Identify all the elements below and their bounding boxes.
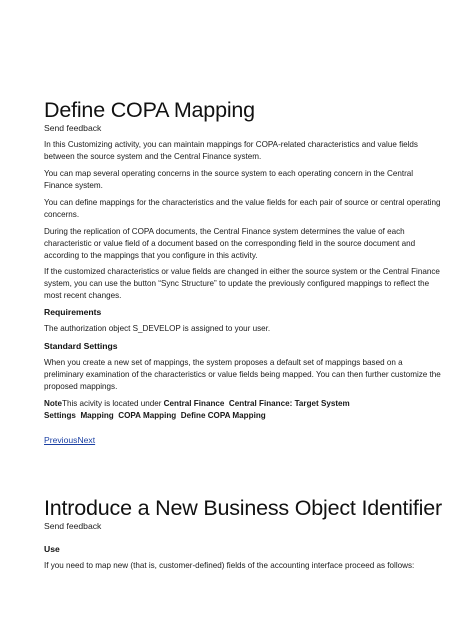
note-path-define-copa-mapping: Define COPA Mapping: [180, 411, 266, 420]
send-feedback-link-2[interactable]: Send feedback: [44, 521, 102, 531]
section-define-copa-mapping: [44, 98, 442, 134]
note-path-settings: Settings: [44, 411, 76, 420]
next-link[interactable]: Next: [77, 435, 96, 445]
note-path-copa-mapping: COPA Mapping: [118, 411, 177, 420]
note-path-mapping: Mapping: [80, 411, 114, 420]
use-text: If you need to map new (that is, customer-defined) fields of the accounting interface proceed as follows:: [44, 561, 415, 570]
section-title: Define COPA Mapping: [44, 98, 255, 122]
pagination-nav: [44, 430, 442, 448]
note-text: This acivity is located under: [62, 399, 164, 408]
paragraph-5: If the customized characteristics or value fields are changed in either the source system or the Central Finance system, you can use the button “Sync Structure” to update the previously configured mappings to reflect the most recent changes.: [44, 267, 440, 300]
previous-link[interactable]: Previous: [44, 435, 78, 445]
standard-settings-heading: Standard Settings: [44, 341, 118, 351]
send-feedback-link[interactable]: Send feedback: [44, 123, 102, 133]
paragraph-2: You can map several operating concerns in the source system to each operating concern in the Central Finance system.: [44, 169, 414, 190]
paragraph-3: You can define mappings for the characteristics and the value fields for each pair of source or central operating concerns.: [44, 198, 441, 219]
section-introduce-business-object-identifier: [44, 496, 442, 532]
requirements-text: The authorization object S_DEVELOP is assigned to your user.: [44, 324, 271, 333]
note-label: Note: [44, 399, 62, 408]
standard-settings-text: When you create a new set of mappings, the system proposes a default set of mappings based on a preliminary examination of the characteristics or value fields being mapped. You can then further customize the proposed mappings.: [44, 358, 441, 391]
note-path-target-system: Central Finance: Target System: [228, 399, 350, 408]
paragraph-4: During the replication of COPA documents, the Central Finance system determines the value of each characteristic or value field of a document based on the corresponding field in the source document and according to the mappings that you configure in this activity.: [44, 227, 416, 260]
section-title-2: Introduce a New Business Object Identifier: [44, 496, 442, 520]
paragraph-1: In this Customizing activity, you can maintain mappings for COPA-related characteristics and value fields between the source system and the Central Finance system.: [44, 140, 418, 161]
use-heading: Use: [44, 544, 60, 554]
note-block: [44, 398, 442, 422]
note-path-central-finance: Central Finance: [163, 399, 225, 408]
requirements-heading: Requirements: [44, 307, 102, 317]
